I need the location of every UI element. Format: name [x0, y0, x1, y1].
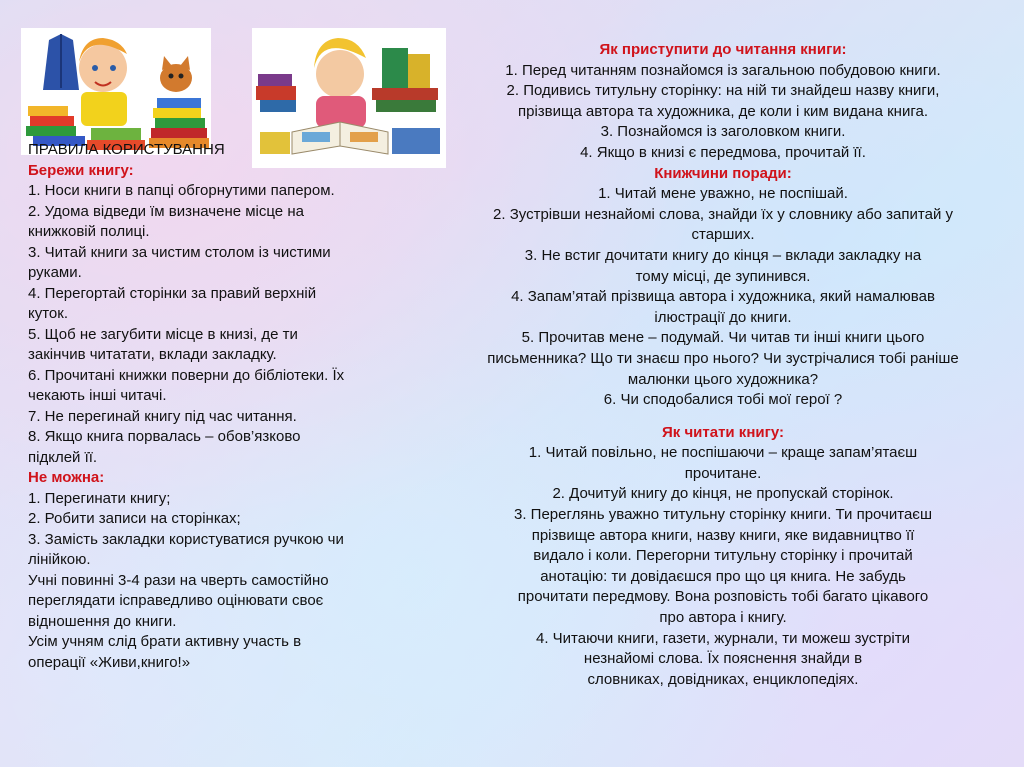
text-line: 4. Читаючи книги, газети, журнали, ти можеш зустріти — [535, 629, 911, 647]
list-item: підклей її. — [28, 448, 98, 466]
section-title-how-to-read: Як читати книгу: — [662, 423, 784, 441]
text-line: незнайомі слова. Їх пояснення знайди в — [583, 650, 863, 668]
text-line: видало і коли. Перегорни титульну сторінку і прочитай — [533, 547, 913, 565]
list-item: 1. Носи книги в папці обгорнутими папером. — [28, 182, 335, 199]
text-line: 3. Не встиг дочитати книгу до кінця – вклади закладку на — [524, 246, 922, 264]
section-title-care: Бережи книгу: — [28, 161, 134, 179]
list-item: 1. Перегинати книгу; — [28, 489, 171, 507]
rules-heading: ПРАВИЛА КОРИСТУВАННЯ — [28, 141, 225, 158]
text-line: ілюстрації до книги. — [654, 308, 792, 326]
text-line: 3. Переглянь уважно титульну сторінку книги. Ти прочитаєш — [514, 506, 932, 524]
list-item: книжковій полиці. — [28, 223, 150, 240]
text-line: письменника? Що ти знаєш про нього? Чи зустрічалися тобі раніше — [487, 349, 959, 367]
list-item: відношення до книги. — [28, 612, 177, 630]
text-line: 4. Запам’ятай прізвища автора і художника, який намалював — [511, 288, 935, 306]
text-line: 2. Подивись титульну сторінку: на ній ти знайдеш назву книги, — [506, 82, 940, 100]
list-item: 5. Щоб не загубити місце в книзі, де ти — [28, 325, 298, 343]
spacer — [448, 411, 998, 423]
list-item: 3. Читай книги за чистим столом із чистими — [28, 243, 331, 261]
text-line: анотацію: ти довідаєшся про що ця книга. Не забудь — [540, 567, 906, 585]
text-line: 3. Познайомся із заголовком книги. — [600, 123, 846, 141]
text-line: 5. Прочитав мене – подумай. Чи читав ти інші книги цього — [521, 329, 925, 347]
list-item: Учні повинні 3-4 рази на чверть самостійно — [28, 571, 329, 589]
list-item: чекають інші читачі. — [28, 387, 167, 404]
text-line: 1. Читай повільно, не поспішаючи – краще запам’ятаєш — [528, 444, 918, 462]
text-line: старших. — [691, 226, 755, 244]
text-line: прочитати передмову. Вона розповість тобі багато цікавого — [517, 588, 929, 606]
list-item: 7. Не перегинай книгу під час читання. — [28, 407, 297, 425]
list-item: закінчив читатати, вклади закладку. — [28, 346, 277, 363]
list-item: 8. Якщо книга порвалась – обов’язково — [28, 428, 301, 445]
text-line: прізвище автора книги, назву книги, яке видавництво її — [531, 526, 915, 544]
section-title-start-reading: Як приступити до читання книги: — [599, 41, 847, 58]
list-item: 2. Удома відведи їм визначене місце на — [28, 202, 304, 220]
text-line: 2. Зустрівши незнайомі слова, знайди їх у словнику або запитай у — [493, 205, 953, 223]
section-title-forbidden: Не можна: — [28, 469, 105, 486]
text-line: малюнки цього художника? — [627, 370, 819, 388]
text-line: 6. Чи сподобалися тобі мої герої ? — [603, 391, 843, 409]
text-line: 2. Дочитуй книгу до кінця, не пропускай сторінок. — [552, 485, 894, 503]
left-column — [28, 140, 400, 673]
text-line: словниках, довідниках, енциклопедіях. — [587, 670, 859, 688]
text-line: 4. Якщо в книзі є передмова, прочитай її. — [580, 143, 866, 161]
text-line: 1. Читай мене уважно, не поспішай. — [598, 185, 848, 203]
list-item: 3. Замість закладки користуватися ручкою чи — [28, 530, 344, 548]
text-line: про автора і книгу. — [659, 609, 787, 627]
text-line: тому місці, де зупинився. — [635, 267, 811, 285]
list-item: 2. Робити записи на сторінках; — [28, 510, 241, 527]
list-item: 6. Прочитані книжки поверни до бібліотеки. Їх — [28, 366, 345, 384]
list-item: операції «Живи,книго!» — [28, 653, 191, 671]
list-item: 4. Перегортай сторінки за правий верхній — [28, 284, 317, 302]
list-item: руками. — [28, 264, 82, 281]
list-item: переглядати ісправедливо оцінювати своє — [28, 592, 324, 609]
list-item: лінійкою. — [28, 551, 91, 568]
list-item: Усім учням слід брати активну участь в — [28, 633, 302, 650]
text-line: прізвища автора та художника, де коли і ким видана книга. — [518, 102, 928, 120]
text-line: прочитане. — [684, 464, 762, 482]
text-line: 1. Перед читанням познайомся із загальною побудовою книги. — [505, 61, 941, 79]
illustration-child-with-books — [21, 28, 211, 155]
right-column — [448, 40, 998, 690]
section-title-book-advice: Книжчини поради: — [654, 164, 792, 182]
list-item: куток. — [28, 305, 69, 322]
